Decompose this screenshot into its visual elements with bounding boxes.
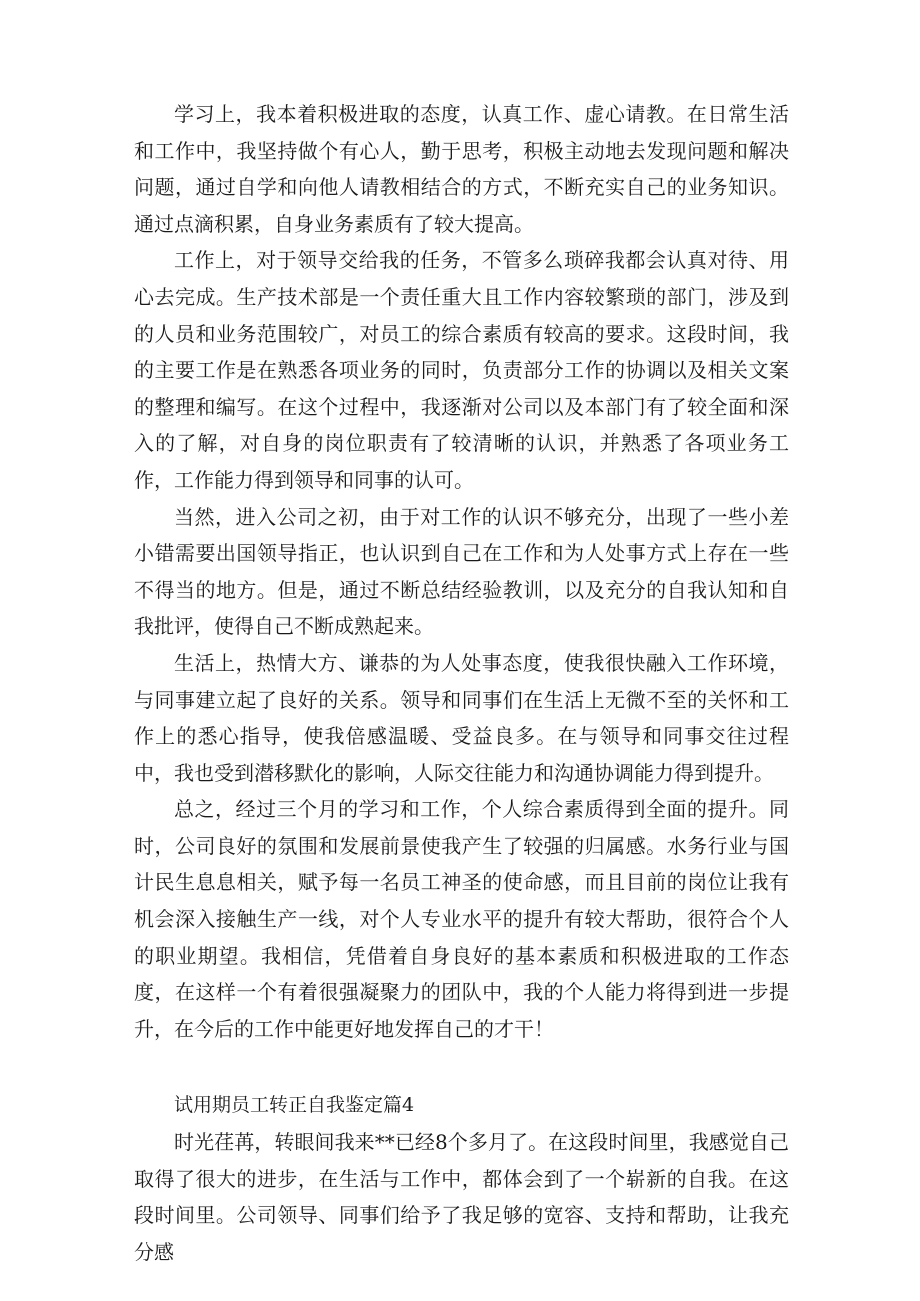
paragraph-study: 学习上，我本着积极进取的态度，认真工作、虚心请教。在日常生活和工作中，我坚持做个有心人，勤于思考，积极主动地去发现问题和解决问题，通过自学和向他人请教相结合的方式，不断充实自己的业务知识。通过点滴积累，自身业务素质有了较大提高。 — [134, 102, 789, 236]
paragraph-early-mistakes: 当然，进入公司之初，由于对工作的认识不够充分，出现了一些小差小错需要出国领导指正，也认识到自己在工作和为人处事方式上存在一些不得当的地方。但是，通过不断总结经验教训，以及充分的自我认知和自我批评，使得自己不断成熟起来。 — [134, 504, 789, 639]
paragraph-section4-intro: 时光荏苒，转眼间我来**已经8个多月了。在这段时间里，我感觉自己取得了很大的进步，在生活与工作中，都体会到了一个崭新的自我。在这段时间里。公司领导、同事们给予了我足够的宽容、支持和帮助，让我充分感 — [134, 1130, 789, 1264]
paragraph-life: 生活上，热情大方、谦恭的为人处事态度，使我很快融入工作环境，与同事建立起了良好的关系。领导和同事们在生活上无微不至的关怀和工作上的悉心指导，使我倍感温暖、受益良多。在与领导和同事交往过程中，我也受到潜移默化的影响，人际交往能力和沟通协调能力得到提升。 — [134, 650, 789, 785]
paragraph-work: 工作上，对于领导交给我的任务，不管多么琐碎我都会认真对待、用心去完成。生产技术部是一个责任重大且工作内容较繁琐的部门，涉及到的人员和业务范围较广，对员工的综合素质有较高的要求。这段时间，我的主要工作是在熟悉各项业务的同时，负责部分工作的协调以及相关文案的整理和编写。在这个过程中，我逐渐对公司以及本部门有了较全面和深入的了解，对自身的岗位职责有了较清晰的认识，并熟悉了各项业务工作，工作能力得到领导和同事的认可。 — [134, 248, 789, 492]
paragraph-summary: 总之，经过三个月的学习和工作，个人综合素质得到全面的提升。同时，公司良好的氛围和发展前景使我产生了较强的归属感。水务行业与国计民生息息相关，赋予每一名员工神圣的使命感，而且目前的岗位让我有机会深入接触生产一线，对个人专业水平的提升有较大帮助，很符合个人的职业期望。我相信，凭借着自身良好的基本素质和积极进取的工作态度，在这样一个有着很强凝聚力的团队中，我的个人能力将得到进一步提升，在今后的工作中能更好地发挥自己的才干！ — [134, 797, 789, 1041]
section-title: 试用期员工转正自我鉴定篇4 — [174, 1094, 415, 1117]
document-page — [134, 96, 789, 1270]
